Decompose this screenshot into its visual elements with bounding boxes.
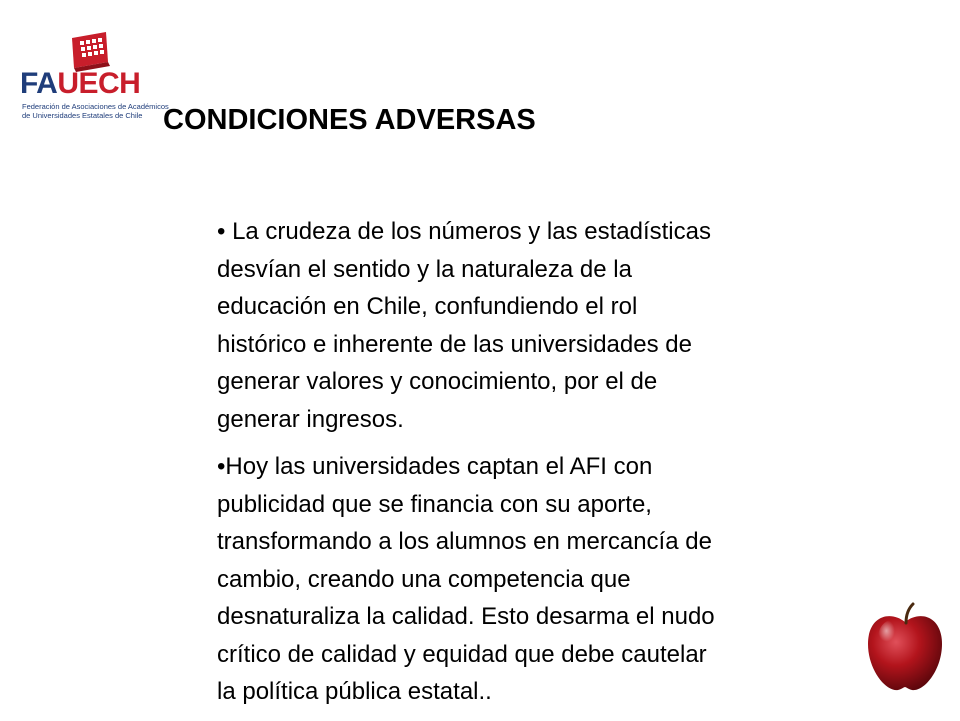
apple-icon bbox=[860, 600, 950, 700]
logo-subtitle-line1: Federación de Asociaciones de Académicos bbox=[22, 102, 169, 111]
slide-title: CONDICIONES ADVERSAS bbox=[163, 104, 536, 136]
bullet-paragraph-2: •Hoy las universidades captan el AFI con publicidad que se financia con su aporte, transformando a los alumnos en mercancía de cambio, creando una competencia que desnaturaliza la calidad. Esto desarma el nudo crítico de calidad y equidad que debe cautelar la política pública estatal.. bbox=[217, 453, 715, 705]
logo-wordmark-part2: UECH bbox=[57, 67, 141, 100]
logo-subtitle bbox=[22, 102, 169, 120]
fauech-logo bbox=[18, 32, 169, 122]
logo-wordmark-part1: FA bbox=[20, 67, 58, 100]
bullet-paragraph-1: • La crudeza de los números y las estadísticas desvían el sentido y la naturaleza de la educación en Chile, confundiendo el rol histórico e inherente de las universidades de generar valores y conocimiento, por el de generar ingresos. bbox=[217, 218, 711, 433]
logo-subtitle-line2: de Universidades Estatales de Chile bbox=[22, 111, 143, 120]
logo-wordmark bbox=[20, 66, 140, 102]
slide-body bbox=[217, 213, 857, 721]
